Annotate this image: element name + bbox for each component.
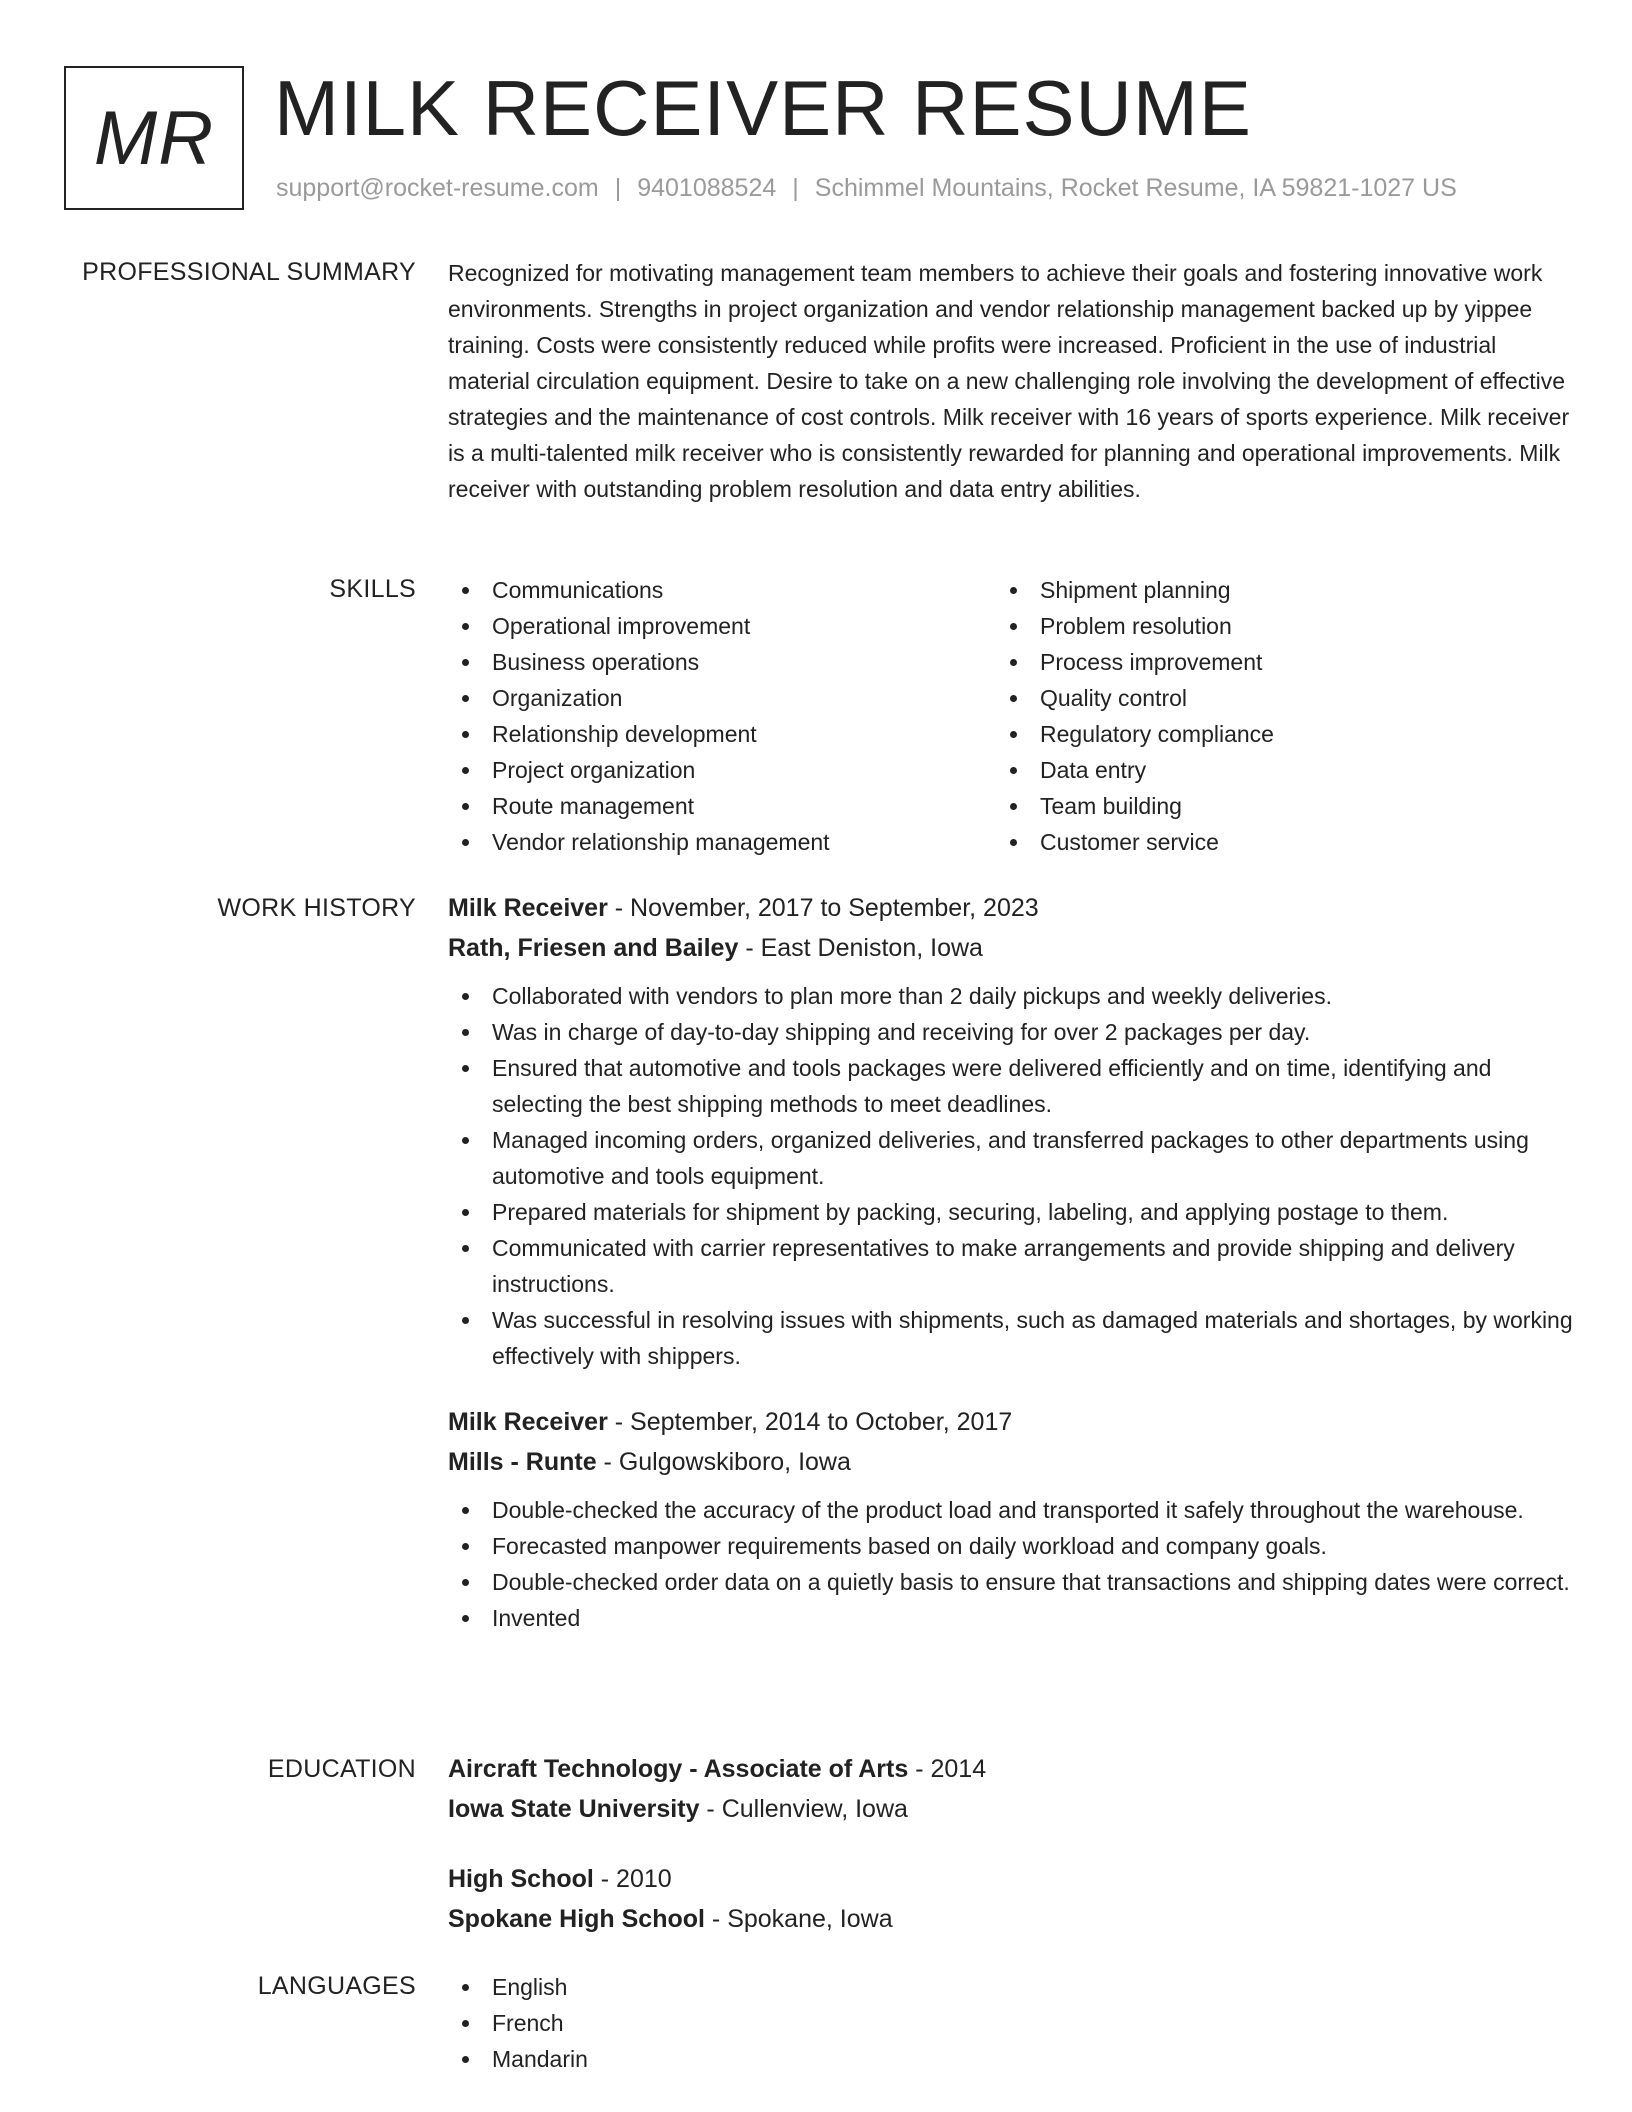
skills-list-right bbox=[996, 572, 1544, 860]
contact-email[interactable]: support@rocket-resume.com bbox=[276, 174, 599, 202]
skill-item: Regulatory compliance bbox=[996, 716, 1544, 752]
monogram-initials: MR bbox=[93, 95, 215, 181]
language-item: English bbox=[448, 1969, 1584, 2005]
education-entry bbox=[448, 1749, 1584, 1829]
education-year: - 2014 bbox=[908, 1755, 987, 1783]
skill-item: Business operations bbox=[448, 644, 996, 680]
section-body bbox=[448, 1969, 1584, 2077]
skill-item: Process improvement bbox=[996, 644, 1544, 680]
education-school: Iowa State University bbox=[448, 1795, 700, 1823]
skill-item: Operational improvement bbox=[448, 608, 996, 644]
job-title-line bbox=[448, 1402, 1584, 1442]
education-school-line bbox=[448, 1899, 1584, 1939]
education-school-line bbox=[448, 1789, 1584, 1829]
contact-separator: | bbox=[792, 174, 799, 202]
job-location: - Gulgowskiboro, Iowa bbox=[596, 1448, 851, 1476]
skill-item: Shipment planning bbox=[996, 572, 1544, 608]
job-bullet: Prepared materials for shipment by packing, securing, labeling, and applying postage to them. bbox=[448, 1194, 1584, 1230]
education-entry bbox=[448, 1859, 1584, 1939]
skill-item: Communications bbox=[448, 572, 996, 608]
job-role: Milk Receiver bbox=[448, 894, 608, 922]
education-location: - Cullenview, Iowa bbox=[699, 1795, 908, 1823]
section-title: PROFESSIONAL SUMMARY bbox=[82, 258, 416, 286]
skill-item: Quality control bbox=[996, 680, 1544, 716]
contact-phone[interactable]: 9401088524 bbox=[637, 174, 777, 202]
section-body bbox=[448, 258, 1584, 507]
languages-list bbox=[448, 1969, 1584, 2077]
skills-list-left bbox=[448, 572, 996, 860]
education-school: Spokane High School bbox=[448, 1905, 705, 1933]
skill-item: Route management bbox=[448, 788, 996, 824]
job-bullets bbox=[448, 1492, 1584, 1636]
section-body bbox=[448, 888, 1584, 1636]
skill-item: Customer service bbox=[996, 824, 1544, 860]
job-role: Milk Receiver bbox=[448, 1408, 608, 1436]
job-bullet: Invented bbox=[448, 1600, 1584, 1636]
contact-address: Schimmel Mountains, Rocket Resume, IA 59821-1027 US bbox=[814, 174, 1457, 202]
skill-item: Data entry bbox=[996, 752, 1544, 788]
section-title: SKILLS bbox=[329, 575, 416, 603]
job-bullet: Communicated with carrier representatives to make arrangements and provide shipping and delivery instructions. bbox=[448, 1230, 1584, 1302]
job-bullet: Ensured that automotive and tools packages were delivered efficiently and on time, identifying and selecting the best shipping methods to meet deadlines. bbox=[448, 1050, 1584, 1122]
education-location: - Spokane, Iowa bbox=[704, 1905, 893, 1933]
job-company-line bbox=[448, 928, 1584, 968]
summary-text: Recognized for motivating management team members to achieve their goals and fostering innovative work environments. Strengths in project organization and vendor relationship management backed up by yippee training. Costs were consistently reduced while profits were increased. Proficient in the use of industrial material circulation equipment. Desire to take on a new challenging role involving the development of effective strategies and the maintenance of cost controls. Milk receiver with 16 years of sports experience. Milk receiver is a multi-talented milk receiver who is consistently rewarded for planning and operational improvements. Milk receiver with outstanding problem resolution and data entry abilities. bbox=[448, 260, 1570, 502]
education-degree: High School bbox=[448, 1865, 594, 1893]
job-entry bbox=[448, 888, 1584, 1374]
resume-name: MILK RECEIVER RESUME bbox=[274, 64, 1252, 152]
job-entry bbox=[448, 1402, 1584, 1636]
skill-item: Relationship development bbox=[448, 716, 996, 752]
education-degree-line bbox=[448, 1859, 1584, 1899]
section-body bbox=[448, 575, 1584, 860]
monogram-box bbox=[64, 66, 244, 210]
job-bullet: Was successful in resolving issues with shipments, such as damaged materials and shortages, by working effectively with shippers. bbox=[448, 1302, 1584, 1374]
section-title: EDUCATION bbox=[267, 1755, 416, 1783]
job-bullet: Double-checked the accuracy of the product load and transported it safely throughout the warehouse. bbox=[448, 1492, 1584, 1528]
skill-item: Vendor relationship management bbox=[448, 824, 996, 860]
skill-item: Problem resolution bbox=[996, 608, 1544, 644]
skill-item: Project organization bbox=[448, 752, 996, 788]
job-bullet: Managed incoming orders, organized deliveries, and transferred packages to other departments using automotive and tools equipment. bbox=[448, 1122, 1584, 1194]
education-degree: Aircraft Technology - Associate of Arts bbox=[448, 1755, 909, 1783]
section-body bbox=[448, 1749, 1584, 1939]
skill-item: Team building bbox=[996, 788, 1544, 824]
job-location: - East Deniston, Iowa bbox=[738, 934, 983, 962]
language-item: Mandarin bbox=[448, 2041, 1584, 2077]
contact-line bbox=[276, 174, 1457, 203]
job-company-line bbox=[448, 1442, 1584, 1482]
job-bullet: Double-checked order data on a quietly basis to ensure that transactions and shipping dates were correct. bbox=[448, 1564, 1584, 1600]
job-dates: - November, 2017 to September, 2023 bbox=[607, 894, 1039, 922]
job-title-line bbox=[448, 888, 1584, 928]
job-dates: - September, 2014 to October, 2017 bbox=[607, 1408, 1013, 1436]
skill-item: Organization bbox=[448, 680, 996, 716]
skills-columns bbox=[448, 572, 1584, 860]
contact-separator: | bbox=[614, 174, 622, 202]
job-bullets bbox=[448, 978, 1584, 1374]
education-year: - 2010 bbox=[593, 1865, 672, 1893]
education-degree-line bbox=[448, 1749, 1584, 1789]
language-item: French bbox=[448, 2005, 1584, 2041]
section-title: WORK HISTORY bbox=[217, 894, 416, 922]
job-bullet: Was in charge of day-to-day shipping and receiving for over 2 packages per day. bbox=[448, 1014, 1584, 1050]
job-bullet: Collaborated with vendors to plan more than 2 daily pickups and weekly deliveries. bbox=[448, 978, 1584, 1014]
job-company: Mills - Runte bbox=[448, 1448, 597, 1476]
job-company: Rath, Friesen and Bailey bbox=[448, 934, 739, 962]
section-title: LANGUAGES bbox=[257, 1972, 416, 2000]
resume-header bbox=[64, 66, 1584, 210]
job-bullet: Forecasted manpower requirements based on daily workload and company goals. bbox=[448, 1528, 1584, 1564]
